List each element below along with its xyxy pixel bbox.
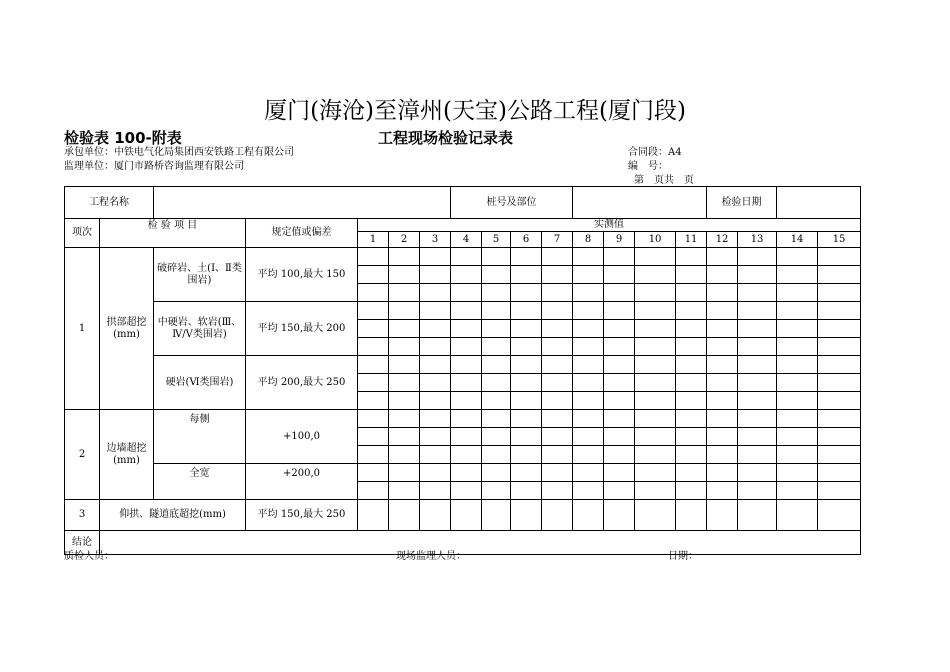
measured-value-cell[interactable] (707, 356, 738, 374)
item-seq: 3 (65, 500, 100, 531)
measured-value-cell[interactable] (573, 266, 604, 284)
measured-value-cell[interactable] (604, 392, 635, 410)
measured-value-cell[interactable] (420, 446, 451, 464)
measured-value-cell[interactable] (604, 284, 635, 302)
measured-value-cell[interactable] (358, 482, 389, 500)
measured-value-cell[interactable] (707, 410, 738, 428)
measured-value-cell[interactable] (358, 248, 389, 266)
measured-value-cell[interactable] (420, 248, 451, 266)
measured-value-cell[interactable] (676, 500, 707, 531)
measured-value-cell[interactable] (573, 374, 604, 392)
measured-value-cell[interactable] (420, 392, 451, 410)
measured-value-cell[interactable] (451, 374, 482, 392)
subitem-spec: +200,0 (246, 464, 358, 500)
measured-value-cell[interactable] (604, 248, 635, 266)
subitem-spec: +100,0 (246, 410, 358, 464)
measured-value-cell[interactable] (738, 356, 777, 374)
measured-value-cell[interactable] (358, 302, 389, 320)
measured-value-cell[interactable] (389, 392, 420, 410)
measured-value-cell[interactable] (389, 302, 420, 320)
measured-value-cell[interactable] (482, 302, 511, 320)
measured-value-cell[interactable] (420, 338, 451, 356)
subitem-name: 破碎岩、土(Ⅰ、Ⅱ类围岩) (154, 248, 246, 302)
measured-value-cell[interactable] (635, 356, 676, 374)
measured-value-cell[interactable] (482, 428, 511, 446)
measured-value-cell[interactable] (420, 410, 451, 428)
measured-value-cell[interactable] (676, 356, 707, 374)
measured-value-cell[interactable] (777, 500, 818, 531)
measured-value-cell[interactable] (676, 266, 707, 284)
measured-value-cell[interactable] (482, 248, 511, 266)
measured-value-cell[interactable] (635, 248, 676, 266)
measured-value-cell[interactable] (420, 356, 451, 374)
measured-value-cell[interactable] (542, 428, 573, 446)
column-number: 14 (777, 232, 818, 248)
measured-label: 实测值 (358, 219, 861, 232)
measured-value-cell[interactable] (738, 392, 777, 410)
measured-value-cell[interactable] (604, 302, 635, 320)
measured-value-cell[interactable] (511, 374, 542, 392)
measured-value-cell[interactable] (573, 500, 604, 531)
inspection-date-label: 检验日期 (707, 187, 777, 219)
measured-value-cell[interactable] (511, 302, 542, 320)
measured-value-cell[interactable] (777, 410, 818, 428)
measured-value-cell[interactable] (676, 428, 707, 446)
measured-value-cell[interactable] (818, 266, 861, 284)
measured-value-cell[interactable] (389, 410, 420, 428)
measured-value-cell[interactable] (707, 374, 738, 392)
measured-value-cell[interactable] (358, 428, 389, 446)
measured-value-cell[interactable] (738, 464, 777, 482)
measured-value-cell[interactable] (676, 302, 707, 320)
measured-value-cell[interactable] (451, 338, 482, 356)
measured-value-cell[interactable] (511, 410, 542, 428)
measured-value-cell[interactable] (511, 500, 542, 531)
measured-value-cell[interactable] (707, 302, 738, 320)
measured-value-cell[interactable] (676, 446, 707, 464)
measured-value-cell[interactable] (482, 410, 511, 428)
measured-value-cell[interactable] (635, 482, 676, 500)
measured-value-cell[interactable] (777, 302, 818, 320)
measured-value-cell[interactable] (482, 392, 511, 410)
measured-value-cell[interactable] (676, 320, 707, 338)
measured-value-cell[interactable] (542, 410, 573, 428)
measured-value-cell[interactable] (818, 320, 861, 338)
form-number: 检验表 100-附表 (64, 129, 182, 147)
measured-value-cell[interactable] (358, 500, 389, 531)
measured-value-cell[interactable] (635, 338, 676, 356)
seq-label: 项次 (65, 219, 100, 248)
contract-section: 合同段：A4 (628, 147, 682, 158)
measured-value-cell[interactable] (777, 284, 818, 302)
measured-value-cell[interactable] (389, 482, 420, 500)
column-number: 5 (482, 232, 511, 248)
measured-value-cell[interactable] (389, 266, 420, 284)
measured-value-cell[interactable] (818, 392, 861, 410)
measured-value-cell[interactable] (738, 302, 777, 320)
subitem-name: 中硬岩、软岩(Ⅲ、Ⅳ/Ⅴ类围岩) (154, 302, 246, 356)
project-name-value[interactable] (154, 187, 451, 219)
measured-value-cell[interactable] (358, 446, 389, 464)
column-number: 4 (451, 232, 482, 248)
measured-value-cell[interactable] (451, 464, 482, 482)
measured-value-cell[interactable] (358, 356, 389, 374)
measured-value-cell[interactable] (389, 356, 420, 374)
measured-value-cell[interactable] (777, 374, 818, 392)
footer-date: 日期： (668, 551, 698, 562)
measured-value-cell[interactable] (604, 356, 635, 374)
measured-value-cell[interactable] (420, 500, 451, 531)
measured-value-cell[interactable] (451, 266, 482, 284)
measured-value-cell[interactable] (604, 446, 635, 464)
measured-value-cell[interactable] (573, 428, 604, 446)
column-number: 15 (818, 232, 861, 248)
measured-value-cell[interactable] (358, 320, 389, 338)
measured-value-cell[interactable] (482, 356, 511, 374)
measured-value-cell[interactable] (635, 374, 676, 392)
measured-value-cell[interactable] (511, 284, 542, 302)
measured-value-cell[interactable] (777, 320, 818, 338)
measured-value-cell[interactable] (818, 464, 861, 482)
measured-value-cell[interactable] (542, 464, 573, 482)
measured-value-cell[interactable] (604, 320, 635, 338)
measured-value-cell[interactable] (707, 320, 738, 338)
measured-value-cell[interactable] (542, 446, 573, 464)
measured-value-cell[interactable] (451, 428, 482, 446)
measured-value-cell[interactable] (389, 446, 420, 464)
measured-value-cell[interactable] (573, 320, 604, 338)
column-number: 9 (604, 232, 635, 248)
measured-value-cell[interactable] (542, 248, 573, 266)
measured-value-cell[interactable] (389, 284, 420, 302)
item-name: 拱部超挖 (mm) (100, 248, 154, 410)
measured-value-cell[interactable] (573, 356, 604, 374)
subitem-spec: 平均 100,最大 150 (246, 248, 358, 302)
subitem-name: 每侧 (154, 410, 246, 464)
measured-value-cell[interactable] (389, 338, 420, 356)
column-number: 2 (389, 232, 420, 248)
measured-value-cell[interactable] (818, 248, 861, 266)
conclusion-label: 结论 (65, 531, 100, 555)
measured-value-cell[interactable] (358, 266, 389, 284)
measured-value-cell[interactable] (482, 284, 511, 302)
measured-value-cell[interactable] (511, 320, 542, 338)
measured-value-cell[interactable] (542, 392, 573, 410)
measured-value-cell[interactable] (511, 392, 542, 410)
footer-inspector: 质检人员： (64, 551, 114, 562)
column-number: 10 (635, 232, 676, 248)
measured-value-cell[interactable] (604, 374, 635, 392)
measured-value-cell[interactable] (777, 482, 818, 500)
inspection-table (64, 186, 861, 555)
measured-value-cell[interactable] (420, 284, 451, 302)
item-name: 仰拱、隧道底超挖(mm) (100, 500, 246, 531)
measured-value-cell[interactable] (451, 482, 482, 500)
measured-value-cell[interactable] (482, 500, 511, 531)
column-number: 8 (573, 232, 604, 248)
subitem-name: 全宽 (154, 464, 246, 500)
measured-value-cell[interactable] (707, 392, 738, 410)
measured-value-cell[interactable] (420, 266, 451, 284)
measured-value-cell[interactable] (451, 248, 482, 266)
measured-value-cell[interactable] (635, 428, 676, 446)
form-title: 工程现场检验记录表 (378, 129, 514, 147)
measured-value-cell[interactable] (635, 410, 676, 428)
measured-value-cell[interactable] (707, 248, 738, 266)
measured-value-cell[interactable] (482, 266, 511, 284)
measured-value-cell[interactable] (604, 464, 635, 482)
measured-value-cell[interactable] (573, 464, 604, 482)
measured-value-cell[interactable] (542, 338, 573, 356)
measured-value-cell[interactable] (511, 356, 542, 374)
measured-value-cell[interactable] (777, 248, 818, 266)
measured-value-cell[interactable] (738, 284, 777, 302)
measured-value-cell[interactable] (511, 248, 542, 266)
item-seq: 1 (65, 248, 100, 410)
measured-value-cell[interactable] (482, 374, 511, 392)
measured-value-cell[interactable] (573, 302, 604, 320)
measured-value-cell[interactable] (420, 320, 451, 338)
measured-value-cell[interactable] (451, 500, 482, 531)
measured-value-cell[interactable] (482, 338, 511, 356)
measured-value-cell[interactable] (358, 338, 389, 356)
measured-value-cell[interactable] (482, 320, 511, 338)
measured-value-cell[interactable] (738, 500, 777, 531)
measured-value-cell[interactable] (818, 482, 861, 500)
measured-value-cell[interactable] (818, 356, 861, 374)
measured-value-cell[interactable] (777, 428, 818, 446)
measured-value-cell[interactable] (451, 356, 482, 374)
measured-value-cell[interactable] (707, 338, 738, 356)
measured-value-cell[interactable] (635, 500, 676, 531)
measured-value-cell[interactable] (511, 338, 542, 356)
column-number: 6 (511, 232, 542, 248)
measured-value-cell[interactable] (676, 374, 707, 392)
item-seq: 2 (65, 410, 100, 500)
measured-value-cell[interactable] (676, 410, 707, 428)
measured-value-cell[interactable] (818, 428, 861, 446)
page-title: 厦门(海沧)至漳州(天宝)公路工程(厦门段) (264, 98, 686, 124)
measured-value-cell[interactable] (738, 410, 777, 428)
measured-value-cell[interactable] (542, 284, 573, 302)
measured-value-cell[interactable] (707, 428, 738, 446)
measured-value-cell[interactable] (511, 482, 542, 500)
measured-value-cell[interactable] (573, 482, 604, 500)
measured-value-cell[interactable] (420, 374, 451, 392)
measured-value-cell[interactable] (542, 266, 573, 284)
measured-value-cell[interactable] (573, 248, 604, 266)
measured-value-cell[interactable] (420, 428, 451, 446)
station-label: 桩号及部位 (451, 187, 573, 219)
measured-value-cell[interactable] (738, 374, 777, 392)
measured-value-cell[interactable] (482, 464, 511, 482)
subitem-name: 硬岩(Ⅵ类围岩) (154, 356, 246, 410)
measured-value-cell[interactable] (738, 338, 777, 356)
measured-value-cell[interactable] (707, 446, 738, 464)
measured-value-cell[interactable] (389, 500, 420, 531)
measured-value-cell[interactable] (511, 446, 542, 464)
measured-value-cell[interactable] (635, 446, 676, 464)
measured-value-cell[interactable] (676, 482, 707, 500)
column-number: 13 (738, 232, 777, 248)
column-number: 11 (676, 232, 707, 248)
measured-value-cell[interactable] (389, 320, 420, 338)
measured-value-cell[interactable] (635, 284, 676, 302)
measured-value-cell[interactable] (542, 374, 573, 392)
measured-value-cell[interactable] (676, 248, 707, 266)
measured-value-cell[interactable] (707, 464, 738, 482)
measured-value-cell[interactable] (420, 482, 451, 500)
measured-value-cell[interactable] (818, 446, 861, 464)
measured-value-cell[interactable] (358, 284, 389, 302)
measured-value-cell[interactable] (604, 410, 635, 428)
measured-value-cell[interactable] (542, 320, 573, 338)
measured-value-cell[interactable] (635, 392, 676, 410)
measured-value-cell[interactable] (738, 266, 777, 284)
measured-value-cell[interactable] (420, 464, 451, 482)
measured-value-cell[interactable] (420, 302, 451, 320)
inspection-date-value[interactable] (777, 187, 861, 219)
contractor-info: 承包单位：中铁电气化局集团西安铁路工程有限公司 (64, 147, 294, 158)
measured-value-cell[interactable] (738, 446, 777, 464)
measured-value-cell[interactable] (389, 374, 420, 392)
serial-number: 编 号： (628, 161, 668, 172)
project-name-label: 工程名称 (65, 187, 154, 219)
measured-value-cell[interactable] (777, 356, 818, 374)
item-spec: 平均 150,最大 250 (246, 500, 358, 531)
measured-value-cell[interactable] (635, 266, 676, 284)
measured-value-cell[interactable] (818, 302, 861, 320)
measured-value-cell[interactable] (738, 320, 777, 338)
measured-value-cell[interactable] (738, 248, 777, 266)
measured-value-cell[interactable] (358, 464, 389, 482)
footer-site-supervisor: 现场监理人员： (396, 551, 466, 562)
measured-value-cell[interactable] (707, 500, 738, 531)
subitem-spec: 平均 200,最大 250 (246, 356, 358, 410)
measured-value-cell[interactable] (604, 338, 635, 356)
station-value[interactable] (573, 187, 707, 219)
measured-value-cell[interactable] (676, 464, 707, 482)
measured-value-cell[interactable] (573, 446, 604, 464)
measured-value-cell[interactable] (573, 392, 604, 410)
measured-value-cell[interactable] (573, 410, 604, 428)
measured-value-cell[interactable] (707, 266, 738, 284)
measured-value-cell[interactable] (777, 392, 818, 410)
measured-value-cell[interactable] (542, 302, 573, 320)
measured-value-cell[interactable] (676, 392, 707, 410)
measured-value-cell[interactable] (604, 428, 635, 446)
measured-value-cell[interactable] (451, 320, 482, 338)
measured-value-cell[interactable] (389, 248, 420, 266)
measured-value-cell[interactable] (451, 302, 482, 320)
measured-value-cell[interactable] (604, 500, 635, 531)
measured-value-cell[interactable] (451, 284, 482, 302)
measured-value-cell[interactable] (511, 428, 542, 446)
measured-value-cell[interactable] (635, 320, 676, 338)
measured-value-cell[interactable] (389, 464, 420, 482)
measured-value-cell[interactable] (818, 500, 861, 531)
measured-value-cell[interactable] (482, 446, 511, 464)
measured-value-cell[interactable] (451, 446, 482, 464)
measured-value-cell[interactable] (482, 482, 511, 500)
measured-value-cell[interactable] (676, 338, 707, 356)
measured-value-cell[interactable] (818, 374, 861, 392)
measured-value-cell[interactable] (604, 482, 635, 500)
measured-value-cell[interactable] (358, 374, 389, 392)
column-number: 3 (420, 232, 451, 248)
column-number: 7 (542, 232, 573, 248)
measured-value-cell[interactable] (358, 392, 389, 410)
measured-value-cell[interactable] (777, 464, 818, 482)
measured-value-cell[interactable] (818, 284, 861, 302)
measured-value-cell[interactable] (707, 284, 738, 302)
measured-value-cell[interactable] (777, 266, 818, 284)
measured-value-cell[interactable] (676, 284, 707, 302)
column-number: 1 (358, 232, 389, 248)
measured-value-cell[interactable] (777, 338, 818, 356)
measured-value-cell[interactable] (511, 266, 542, 284)
measured-value-cell[interactable] (707, 482, 738, 500)
supervisor-info: 监理单位：厦门市路桥咨询监理有限公司 (64, 161, 244, 172)
item-label: 检 验 项 目 (100, 219, 246, 248)
conclusion-value[interactable] (100, 531, 861, 555)
column-number: 12 (707, 232, 738, 248)
measured-value-cell[interactable] (542, 356, 573, 374)
subitem-spec: 平均 150,最大 200 (246, 302, 358, 356)
measured-value-cell[interactable] (511, 464, 542, 482)
measured-value-cell[interactable] (451, 410, 482, 428)
measured-value-cell[interactable] (818, 338, 861, 356)
measured-value-cell[interactable] (542, 500, 573, 531)
measured-value-cell[interactable] (777, 446, 818, 464)
item-name: 边墙超挖(mm) (100, 410, 154, 500)
measured-value-cell[interactable] (573, 284, 604, 302)
spec-label: 规定值或偏差 (246, 219, 358, 248)
measured-value-cell[interactable] (738, 428, 777, 446)
measured-value-cell[interactable] (573, 338, 604, 356)
measured-value-cell[interactable] (358, 410, 389, 428)
page-info: 第 页共 页 (634, 175, 694, 186)
measured-value-cell[interactable] (635, 464, 676, 482)
measured-value-cell[interactable] (635, 302, 676, 320)
measured-value-cell[interactable] (451, 392, 482, 410)
measured-value-cell[interactable] (738, 482, 777, 500)
measured-value-cell[interactable] (604, 266, 635, 284)
measured-value-cell[interactable] (542, 482, 573, 500)
measured-value-cell[interactable] (818, 410, 861, 428)
measured-value-cell[interactable] (389, 428, 420, 446)
